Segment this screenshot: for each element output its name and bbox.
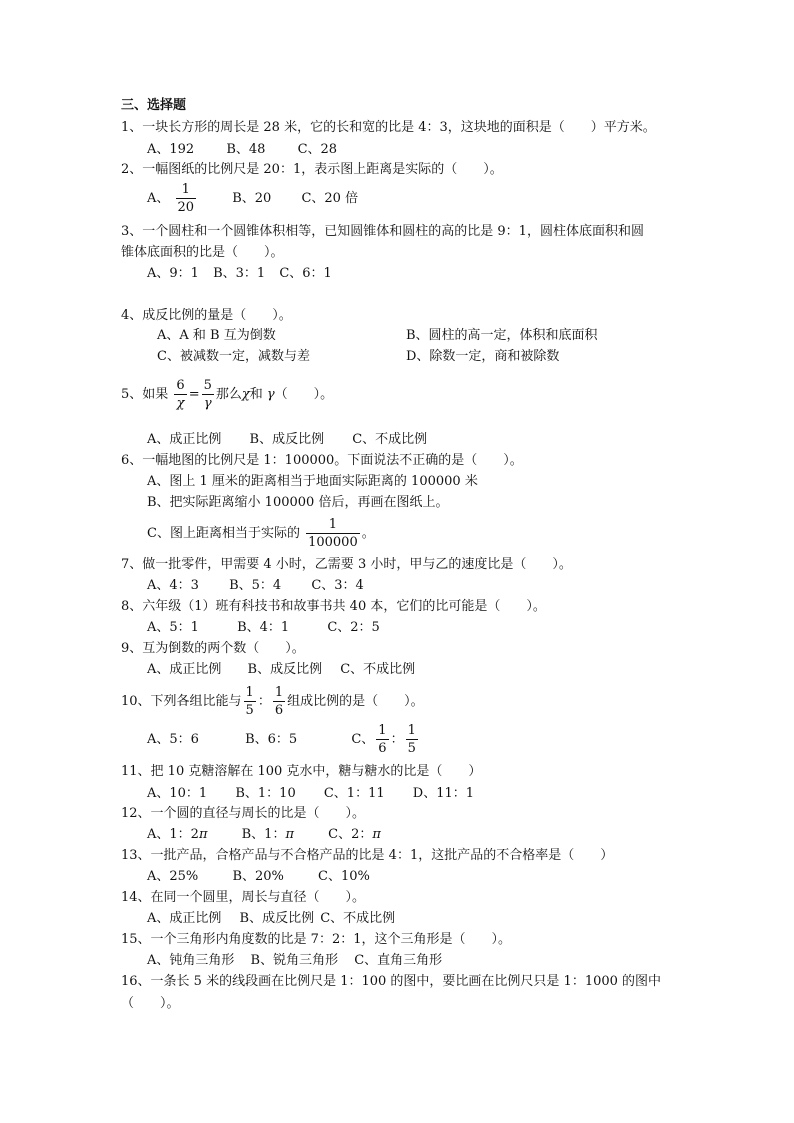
pi-symbol: π [285, 827, 294, 842]
q14-option-a: A、成正比例 [147, 911, 222, 926]
fraction-numerator: 6 [176, 378, 185, 393]
question-16-stem-line2: （ ）。 [121, 996, 180, 1011]
question-3-options [147, 266, 332, 282]
fraction-denominator: γ [203, 396, 212, 411]
q2-option-b: B、20 [232, 191, 272, 206]
fraction-denominator: 5 [407, 741, 416, 756]
q6-option-c-prefix: C、图上距离相当于实际的 [147, 526, 300, 541]
q10-option-c-fraction-2 [406, 722, 418, 757]
fraction-numerator: 5 [203, 378, 212, 393]
fraction-numerator: 1 [176, 181, 197, 199]
q12-option-a-text: A、1：2 [147, 827, 199, 842]
question-11-options [147, 786, 474, 802]
q2-option-a-prefix: A、 [147, 191, 170, 206]
q11-option-a: A、10：1 [147, 786, 208, 801]
q3-option-c: C、6：1 [279, 266, 332, 281]
fraction-denominator: 100000 [308, 535, 358, 550]
q12-option-c-text: C、2： [328, 827, 373, 842]
question-10-options [147, 722, 420, 757]
question-5-options [147, 432, 427, 448]
q9-option-b: B、成反比例 [247, 662, 323, 677]
q4-option-a: A、A 和 B 互为倒数 [157, 328, 276, 343]
q8-option-c: C、2：5 [327, 620, 380, 635]
q3-option-b: B、3：1 [213, 266, 266, 281]
fraction-denominator: 6 [274, 703, 284, 718]
question-3-stem-line1: 3、一个圆柱和一个圆锥体积相等，已知圆锥体和圆柱的高的比是 9：1，圆柱体底面积和圆 [121, 224, 644, 239]
q5-and: 和 [249, 387, 263, 402]
question-14-options [147, 911, 395, 927]
fraction-numerator: 1 [407, 723, 416, 738]
question-2-stem: 2、一幅图纸的比例尺是 20：1，表示图上距离是实际的（ ）。 [121, 162, 503, 177]
q4-option-d: D、除数一定，商和被除数 [406, 349, 560, 364]
q5-fraction-2 [202, 377, 214, 412]
question-15-options [147, 953, 442, 969]
q8-option-a: A、5：1 [147, 620, 199, 635]
q11-option-b: B、1：10 [235, 786, 296, 801]
question-1-options [147, 142, 337, 158]
q6-option-c [147, 516, 375, 551]
question-8-stem: 8、六年级（1）班有科技书和故事书共 40 本，它们的比可能是（ ）。 [121, 599, 546, 614]
question-13-stem: 13、一批产品，合格产品与不合格产品的比是 4：1，这批产品的不合格率是（ ） [121, 848, 614, 863]
q5-suffix: （ ）。 [274, 387, 334, 402]
q9-option-a: A、成正比例 [147, 662, 222, 677]
question-16-stem-line1: 16、一条长 5 米的线段画在比例尺是 1：100 的图中，要比画在比例尺只是 1：1000 的图中 [121, 974, 662, 989]
q5-mid: 那么 [215, 387, 242, 402]
q11-option-c: C、1：11 [323, 786, 385, 801]
question-13-options [147, 869, 370, 885]
q6-option-b: B、把实际距离缩小 100000 倍后，再画在图纸上。 [147, 495, 449, 510]
q5-var-gamma: γ [266, 387, 275, 402]
q4-option-c: C、被减数一定，减数与差 [157, 349, 310, 364]
q14-option-c: C、不成比例 [320, 911, 396, 926]
q9-option-c: C、不成比例 [340, 662, 416, 677]
q13-option-b: B、20% [232, 869, 284, 884]
question-5-stem [121, 377, 333, 412]
q10-prefix: 10、下列各组比能与 [121, 694, 242, 709]
q5-var-chi: χ [241, 387, 250, 402]
fraction-denominator: 5 [245, 703, 254, 718]
question-12-stem: 12、一个圆的直径与周长的比是（ ）。 [121, 806, 366, 821]
q5-prefix: 5、如果 [121, 387, 169, 402]
fraction-denominator: 6 [378, 741, 387, 756]
q6-option-c-fraction [306, 516, 360, 551]
q10-suffix: 组成比例的是（ ）。 [287, 694, 424, 709]
fraction-denominator: 20 [177, 200, 195, 215]
q13-option-a: A、25% [147, 869, 199, 884]
q7-option-c: C、3：4 [311, 578, 364, 593]
question-4-stem: 4、成反比例的量是（ ）。 [121, 308, 292, 323]
q8-option-b: B、4：1 [237, 620, 290, 635]
q5-option-c: C、不成比例 [352, 432, 428, 447]
q1-option-b: B、48 [226, 142, 266, 157]
q13-option-c: C、10% [318, 869, 370, 884]
q10-option-c-colon: ： [390, 732, 404, 747]
q11-option-d: D、11：1 [412, 786, 475, 801]
q6-option-a: A、图上 1 厘米的距离相当于地面实际距离的 100000 米 [147, 474, 478, 489]
q14-option-b: B、成反比例 [239, 911, 315, 926]
fraction-numerator: 1 [274, 685, 284, 700]
q10-option-a: A、5：6 [147, 732, 199, 747]
fraction-numerator: 1 [245, 685, 254, 700]
question-9-stem: 9、互为倒数的两个数（ ）。 [121, 641, 305, 656]
pi-symbol: π [198, 827, 208, 842]
q10-fraction-2 [273, 684, 285, 719]
question-7-options [147, 578, 364, 594]
question-6-stem: 6、一幅地图的比例尺是 1：100000。下面说法不正确的是（ ）。 [121, 453, 523, 468]
q15-option-b: B、锐角三角形 [250, 953, 339, 968]
q3-option-a: A、9：1 [147, 266, 199, 281]
question-2-options [147, 181, 358, 216]
q10-option-c-fraction-1 [376, 722, 388, 757]
fraction-numerator: 1 [378, 723, 387, 738]
question-3-stem-line2: 锥体底面积的比是（ ）。 [121, 245, 284, 260]
q5-fraction-1 [174, 377, 186, 412]
question-11-stem: 11、把 10 克糖溶解在 100 克水中，糖与糖水的比是（ ） [121, 764, 482, 779]
q7-option-a: A、4：3 [147, 578, 199, 593]
q2-option-a-fraction [176, 181, 197, 216]
q2-option-c: C、20 倍 [301, 191, 359, 206]
q10-colon: ： [257, 694, 271, 709]
q10-fraction-1 [244, 684, 256, 719]
question-10-stem [121, 684, 424, 719]
q15-option-a: A、钝角三角形 [147, 953, 235, 968]
q10-option-c-prefix: C、 [351, 732, 375, 747]
pi-symbol: π [372, 827, 381, 842]
q10-option-b: B、6：5 [245, 732, 298, 747]
q15-option-c: C、直角三角形 [354, 953, 443, 968]
question-14-stem: 14、在同一个圆里，周长与直径（ ）。 [121, 890, 366, 905]
q12-option-b [242, 827, 294, 842]
question-12-options [147, 827, 381, 843]
section-title: 三、选择题 [121, 98, 187, 113]
q6-option-c-suffix: 。 [361, 526, 375, 541]
question-7-stem: 7、做一批零件，甲需要 4 小时，乙需要 3 小时，甲与乙的速度比是（ ）。 [121, 557, 572, 572]
q4-option-b: B、圆柱的高一定，体积和底面积 [406, 328, 598, 343]
q12-option-b-text: B、1： [241, 827, 286, 842]
q12-option-a [147, 827, 207, 842]
q5-equals: = [188, 387, 200, 402]
question-15-stem: 15、一个三角形内角度数的比是 7：2：1，这个三角形是（ ）。 [121, 932, 511, 947]
q5-option-b: B、成反比例 [249, 432, 325, 447]
fraction-numerator: 1 [306, 516, 360, 534]
question-1-stem: 1、一块长方形的周长是 28 米，它的长和宽的比是 4：3，这块地的面积是（ ）平方米。 [121, 120, 656, 135]
q12-option-c [328, 827, 381, 842]
question-8-options [147, 620, 380, 636]
question-9-options [147, 662, 415, 678]
q1-option-a: A、192 [147, 142, 195, 157]
q1-option-c: C、28 [297, 142, 338, 157]
q7-option-b: B、5：4 [229, 578, 282, 593]
q5-option-a: A、成正比例 [147, 432, 222, 447]
fraction-denominator: χ [176, 396, 185, 411]
